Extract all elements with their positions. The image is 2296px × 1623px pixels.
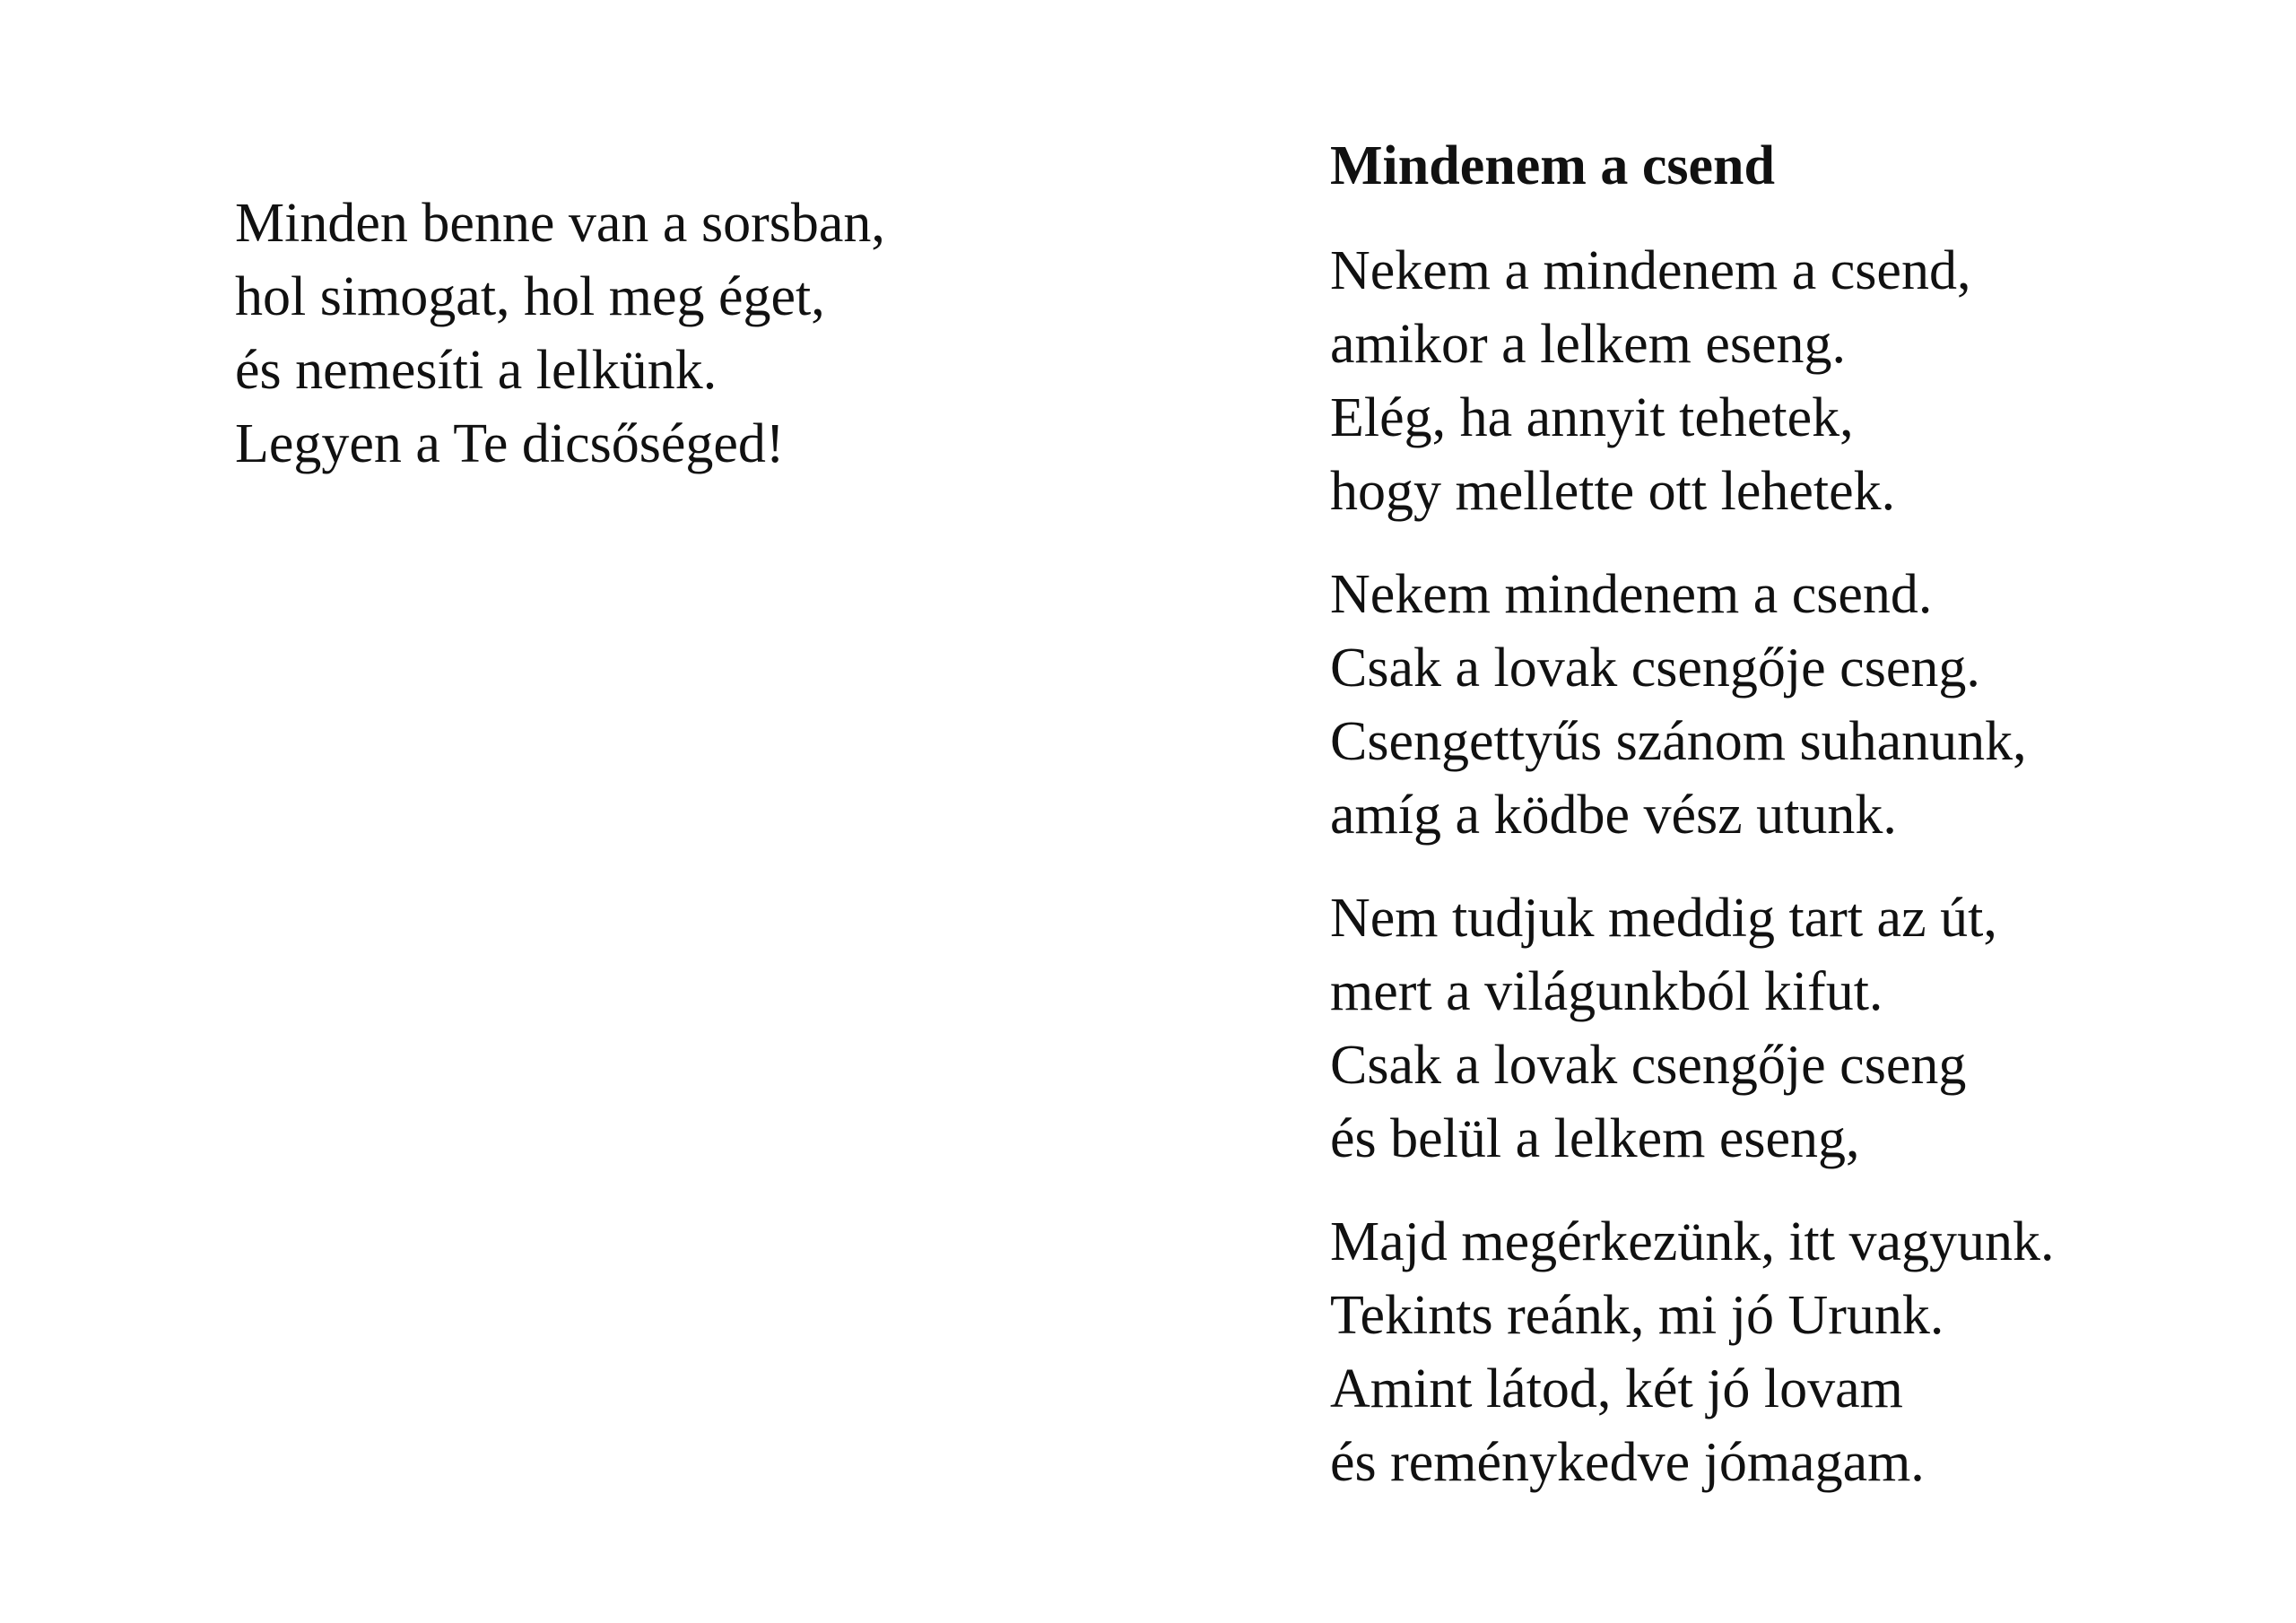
poem-line: hogy mellette ott lehetek. (1330, 461, 1896, 522)
stanza-2 (1330, 558, 2027, 852)
poem-line: Legyen a Te dicsőséged! (235, 413, 785, 474)
poem-line: amíg a ködbe vész utunk. (1330, 785, 1897, 846)
poem-line: Minden benne van a sorsban, (235, 193, 885, 254)
poem-title: Mindenem a csend (1330, 135, 1775, 196)
poem-line: és reménykedve jómagam. (1330, 1432, 1925, 1493)
poem-line: mert a világunkból kifut. (1330, 961, 1883, 1022)
poem-line: Csak a lovak csengője cseng (1330, 1035, 1967, 1096)
stanza-1 (1330, 234, 1970, 528)
poem-line: Nem tudjuk meddig tart az út, (1330, 888, 1997, 949)
stanza-3 (1330, 881, 1997, 1176)
poem-line: Csengettyűs szánom suhanunk, (1330, 711, 2027, 772)
poem-line: Nekem mindenem a csend. (1330, 564, 1933, 625)
left-stanza (235, 187, 885, 481)
poem-line: Tekints reánk, mi jó Urunk. (1330, 1285, 1944, 1346)
stanza-4 (1330, 1205, 2055, 1499)
poem-line: Csak a lovak csengője cseng. (1330, 638, 1980, 699)
poem-line: amikor a lelkem eseng. (1330, 314, 1847, 375)
poem-line: hol simogat, hol meg éget, (235, 266, 825, 327)
poem-line: Elég, ha annyit tehetek, (1330, 387, 1854, 448)
right-page (1148, 0, 2296, 1623)
poem-line: Majd megérkezünk, itt vagyunk. (1330, 1211, 2055, 1272)
poem-line: Nekem a mindenem a csend, (1330, 240, 1971, 301)
poem-line: Amint látod, két jó lovam (1330, 1358, 1903, 1419)
poem-line: és nemesíti a lelkünk. (235, 340, 718, 401)
poem-line: és belül a lelkem eseng, (1330, 1108, 1860, 1169)
